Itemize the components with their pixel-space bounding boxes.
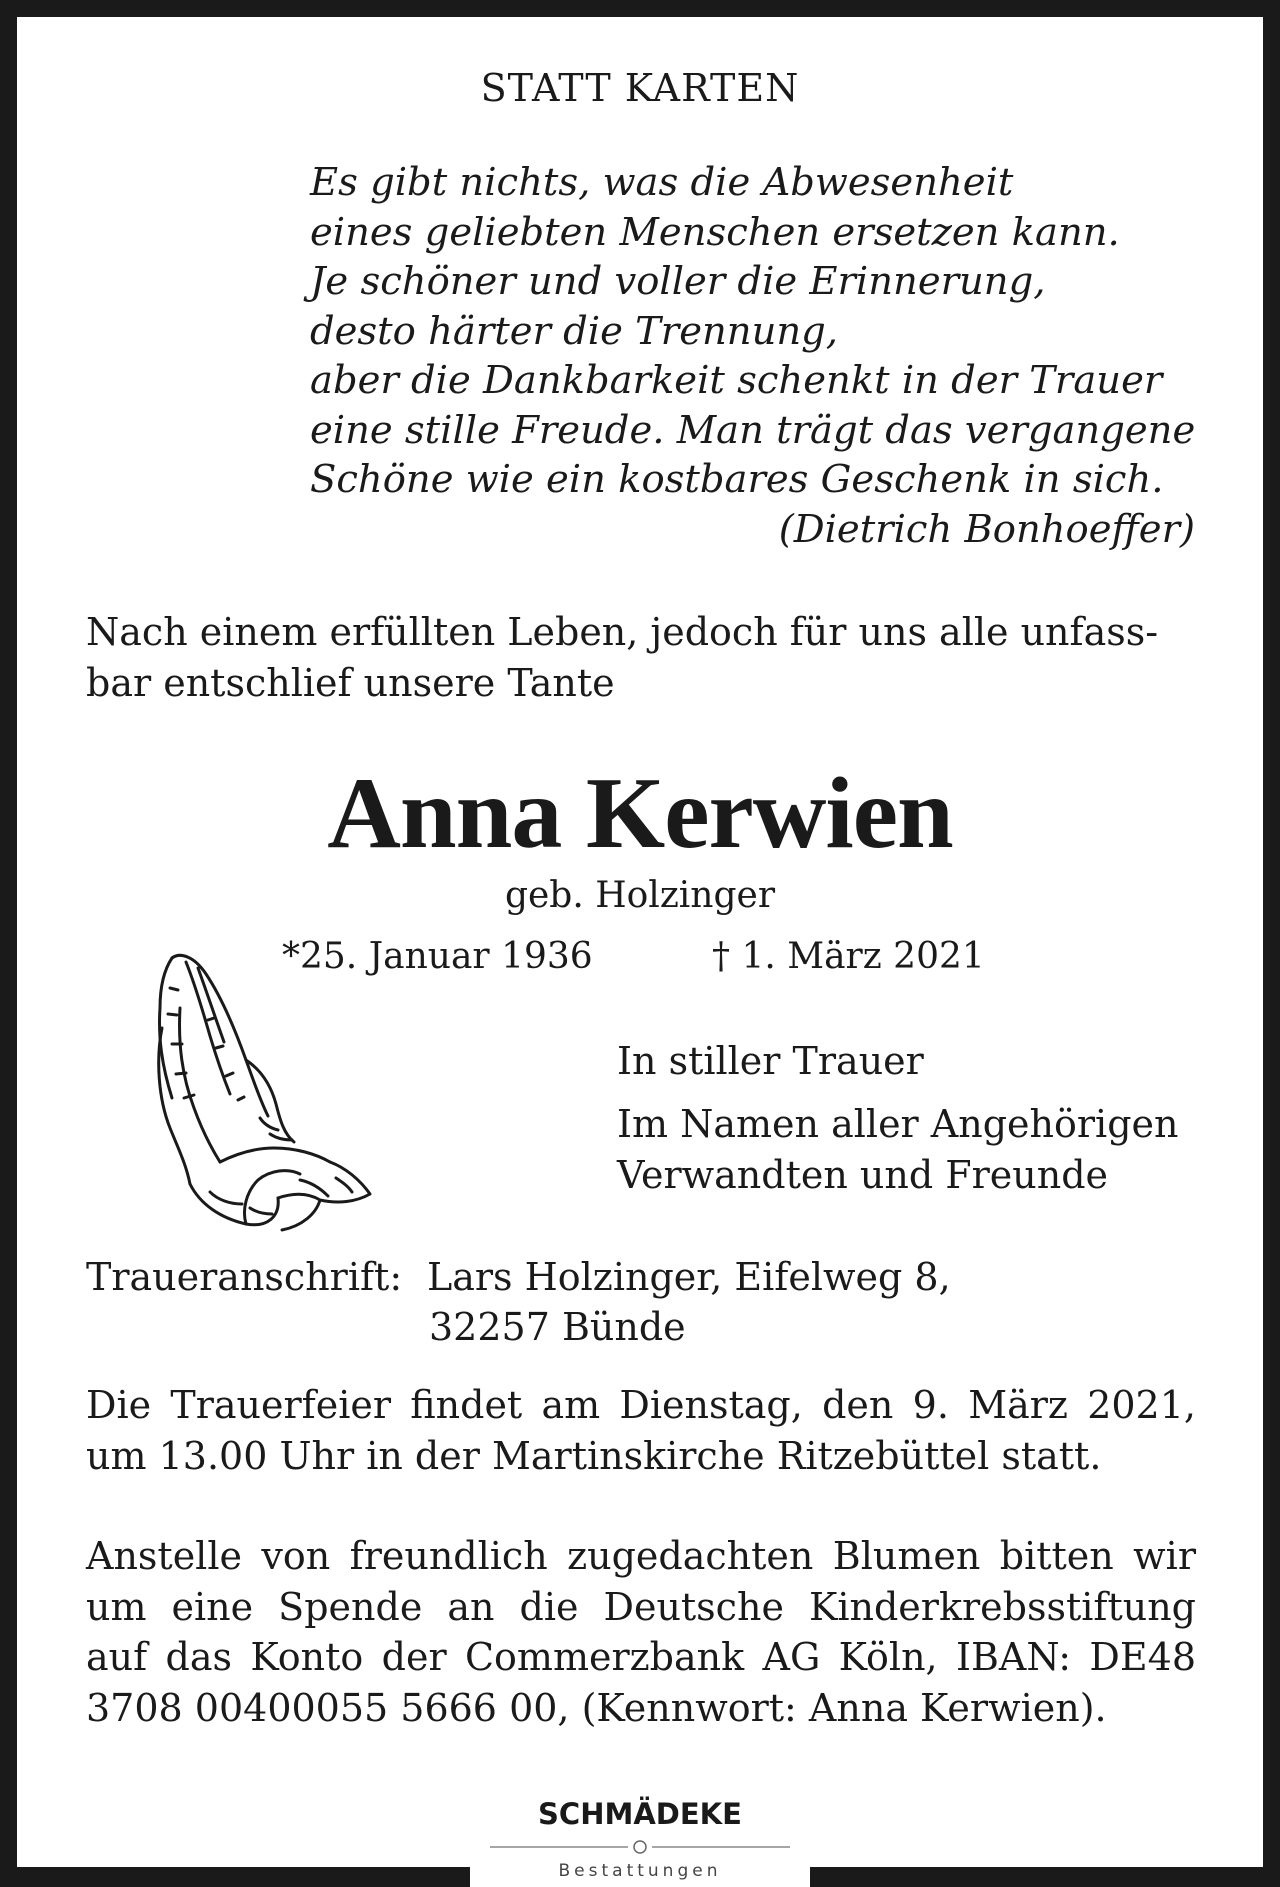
address-label: Traueranschrift: xyxy=(86,1255,403,1299)
quote-line: aber die Dankbarkeit schenkt in der Trauer xyxy=(310,358,1163,403)
intro-line: Nach einem erfüllten Leben, jedoch für uns alle unfass- xyxy=(86,610,1159,654)
address-line: Lars Holzinger, Eifelweg 8, xyxy=(427,1255,951,1299)
funeral-home-logo xyxy=(470,1775,810,1887)
mourners-line: Im Namen aller Angehörigen xyxy=(617,1102,1179,1146)
notice-heading: STATT KARTEN xyxy=(480,66,800,110)
mourners-line: In stiller Trauer xyxy=(617,1039,924,1083)
birth-date: *25. Januar 1936 xyxy=(282,936,593,977)
quote-author: (Dietrich Bonhoeffer) xyxy=(778,507,1195,552)
donation-line: 3708 00400055 5666 00, (Kennwort: Anna Kerwien). xyxy=(86,1685,1107,1730)
mourners-line: Verwandten und Freunde xyxy=(617,1153,1109,1197)
maiden-name: geb. Holzinger xyxy=(504,875,776,916)
death-date: † 1. März 2021 xyxy=(712,936,985,977)
mourners-block xyxy=(617,1036,1178,1201)
ceremony-text xyxy=(86,1380,1196,1482)
logo-divider-icon xyxy=(490,1839,790,1855)
ceremony-line: um 13.00 Uhr in der Martinskirche Ritzebüttel statt. xyxy=(86,1434,1102,1478)
logo-name: SCHMÄDEKE xyxy=(538,1797,742,1831)
intro-text xyxy=(86,607,1158,709)
quote-line: Es gibt nichts, was die Abwesenheit xyxy=(310,160,1014,205)
quote-line: Schöne wie ein kostbares Geschenk in sich. xyxy=(310,457,1164,502)
logo-subtitle: Bestattungen xyxy=(558,1861,722,1881)
address-line: 32257 Bünde xyxy=(429,1305,686,1349)
quote-block xyxy=(310,158,1195,505)
quote-line: eines geliebten Menschen ersetzen kann. xyxy=(310,209,1120,255)
intro-line: bar entschlief unsere Tante xyxy=(86,661,615,705)
deceased-name: Anna Kerwien xyxy=(327,757,953,870)
quote-line: desto härter die Trennung, xyxy=(310,308,839,354)
donation-line: um eine Spende an die Deutsche Kinderkrebsstiftung xyxy=(86,1584,1196,1629)
quote-line: Je schöner und voller die Erinnerung, xyxy=(310,259,1046,304)
donation-text xyxy=(86,1531,1196,1733)
donation-line: Anstelle von freundlich zugedachten Blumen bitten wir xyxy=(86,1534,1196,1578)
praying-hands-icon xyxy=(150,948,380,1237)
donation-line: auf das Konto der Commerzbank AG Köln, IBAN: DE48 xyxy=(86,1635,1196,1679)
quote-line: eine stille Freude. Man trägt das vergangene xyxy=(310,407,1196,453)
ceremony-line: Die Trauerfeier findet am Dienstag, den 9. März 2021, xyxy=(86,1383,1196,1427)
